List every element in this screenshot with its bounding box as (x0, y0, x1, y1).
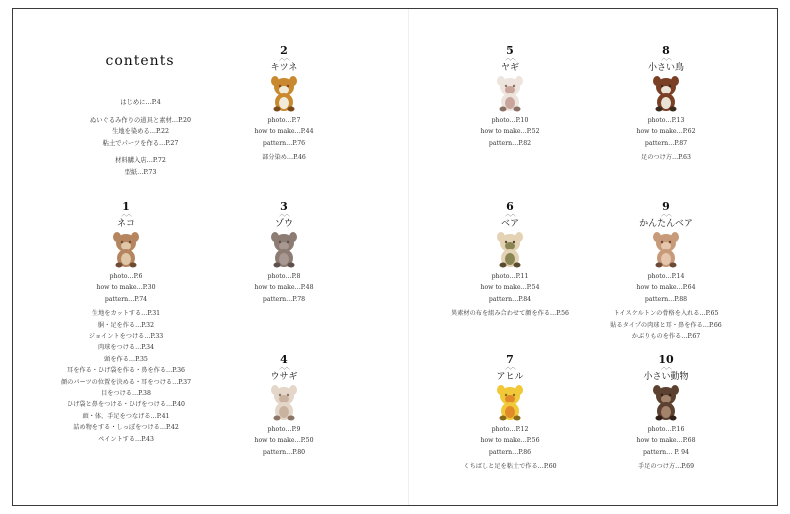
page-ref: pattern…P.78 (262, 295, 306, 303)
technique-ref: 目をつける…P.38 (101, 390, 151, 398)
wave-ornament: ︿︿ (120, 211, 131, 218)
page-ref: pattern…P.76 (262, 139, 306, 147)
technique-ref: 足のつけ方…P.63 (641, 154, 691, 162)
page-ref: photo…P.14 (647, 273, 685, 280)
page-ref: photo…P.7 (267, 117, 301, 124)
item-number: 5 (506, 44, 514, 57)
plush-photo (493, 232, 527, 268)
technique-ref: 頭を作る…P.35 (104, 355, 148, 363)
item-name: 小さい鳥 (647, 63, 684, 73)
item-name: かんたんベア (639, 219, 693, 229)
item-10-small-animal (591, 354, 741, 473)
item-3-elephant (209, 201, 359, 305)
contents-title: contents (105, 53, 175, 69)
item-number: 6 (506, 200, 514, 213)
page-refs (209, 424, 359, 458)
technique-ref: 胴・足を作る…P.32 (97, 321, 155, 329)
technique-ref: 詰め物をする・しっぽをつける…P.42 (73, 424, 179, 432)
page-ref: how to make…P.54 (480, 284, 540, 292)
intro-list (53, 97, 228, 178)
page-refs (209, 271, 359, 305)
technique-ref: ペイントする…P.43 (98, 435, 154, 443)
intro-entry: ぬいぐるみ作りの道具と素材…P.20 (89, 116, 192, 124)
intro-entry: 材料購入店…P.72 (115, 157, 166, 164)
intro-entry: はじめに…P.4 (120, 99, 161, 106)
technique-ref: 貼るタイプの肉球と耳・鼻を作る…P.66 (610, 321, 722, 329)
page-refs (51, 271, 201, 305)
item-number: 8 (662, 44, 670, 57)
technique-list (209, 152, 359, 163)
page-ref: photo…P.9 (267, 426, 301, 433)
item-7-duck (435, 354, 585, 473)
page-ref: pattern…P.84 (488, 295, 532, 303)
wave-ornament: ︿︿ (278, 364, 289, 371)
item-name: ヤギ (500, 63, 519, 73)
technique-ref: かぶりものを作る…P.67 (631, 333, 701, 341)
page-ref: photo…P.12 (491, 426, 529, 433)
item-5-goat (435, 45, 585, 149)
item-name: ゾウ (274, 219, 293, 229)
technique-list (591, 461, 741, 472)
page-ref: how to make…P.56 (480, 437, 540, 445)
page-ref: pattern…P.82 (488, 139, 532, 147)
item-1-cat (51, 201, 201, 445)
page-ref: photo…P.8 (267, 273, 301, 280)
plush-photo (267, 76, 301, 112)
wave-ornament: ︿︿ (278, 55, 289, 62)
wave-ornament: ︿︿ (504, 364, 515, 371)
technique-ref: 手足のつけ方…P.69 (637, 463, 695, 471)
plush-photo (109, 232, 143, 268)
page-ref: pattern…P.80 (262, 448, 306, 456)
item-name: ネコ (116, 219, 135, 229)
wave-ornament: ︿︿ (504, 211, 515, 218)
page-ref: how to make…P.52 (480, 128, 540, 136)
page-ref: how to make…P.62 (636, 128, 696, 136)
item-number: 1 (122, 200, 130, 213)
technique-ref: 部分染め…P.46 (262, 154, 306, 162)
page-ref: how to make…P.64 (636, 284, 696, 292)
item-name: ベア (500, 219, 519, 229)
plush-photo (493, 76, 527, 112)
page-ref: pattern…P.86 (488, 448, 532, 456)
page-refs (435, 115, 585, 149)
item-6-bear (435, 201, 585, 320)
page-refs (591, 271, 741, 305)
page-refs (435, 424, 585, 458)
plush-photo (649, 385, 683, 421)
item-4-rabbit (209, 354, 359, 458)
intro-entry: 生地を染める…P.22 (111, 128, 170, 135)
page-ref: how to make…P.48 (254, 284, 314, 292)
page-refs (591, 424, 741, 458)
item-name: アヒル (496, 372, 524, 382)
page-gutter (408, 9, 409, 505)
page-ref: pattern…P.74 (104, 295, 148, 303)
plush-photo (493, 385, 527, 421)
technique-ref: ジョイントをつける…P.33 (88, 333, 164, 341)
intro-entry: 型紙…P.73 (124, 168, 157, 176)
item-number: 9 (662, 200, 670, 213)
page-refs (435, 271, 585, 305)
technique-ref: 生地をカットする…P.31 (91, 310, 161, 318)
wave-ornament: ︿︿ (504, 55, 515, 62)
item-8-small-bird (591, 45, 741, 164)
page-ref: pattern… P. 94 (642, 448, 690, 456)
page-ref: how to make…P.30 (96, 284, 156, 292)
technique-ref: くちばしと足を粘土で作る…P.60 (463, 463, 557, 471)
technique-ref: ひげ袋と鼻をつける・ひげをつける…P.40 (67, 401, 185, 409)
technique-ref: 耳を作る・ひげ袋を作る・鼻を作る…P.36 (67, 367, 185, 375)
item-number: 3 (280, 200, 288, 213)
page-ref: pattern…P.88 (644, 295, 688, 303)
item-number: 10 (658, 353, 674, 366)
page-refs (591, 115, 741, 149)
technique-list (51, 308, 201, 445)
page-ref: pattern…P.87 (644, 139, 688, 147)
page-ref: how to make…P.50 (254, 437, 314, 445)
plush-photo (649, 76, 683, 112)
book-spread (12, 8, 778, 506)
item-number: 2 (280, 44, 288, 57)
item-name: ウサギ (270, 372, 298, 382)
item-number: 7 (506, 353, 514, 366)
page-ref: photo…P.10 (491, 117, 529, 124)
plush-photo (649, 232, 683, 268)
page-ref: photo…P.6 (109, 273, 143, 280)
technique-ref: 頭・体、手足をつなげる…P.41 (82, 412, 170, 420)
technique-ref: 肉球をつける…P.34 (97, 344, 155, 352)
item-name: キツネ (270, 63, 298, 73)
technique-list (435, 461, 585, 472)
wave-ornament: ︿︿ (660, 55, 671, 62)
wave-ornament: ︿︿ (278, 211, 289, 218)
technique-ref: トイスケルトンの骨格を入れる…P.65 (613, 310, 719, 318)
technique-ref: 異素材の布を組み合わせて顔を作る…P.56 (451, 310, 569, 318)
wave-ornament: ︿︿ (660, 364, 671, 371)
page-ref: how to make…P.44 (254, 128, 314, 136)
plush-photo (267, 232, 301, 268)
technique-list (591, 152, 741, 163)
wave-ornament: ︿︿ (660, 211, 671, 218)
item-2-fox (209, 45, 359, 164)
intro-entry: 粘土でパーツを作る…P.27 (102, 139, 179, 147)
plush-photo (267, 385, 301, 421)
page-ref: how to make…P.68 (636, 437, 696, 445)
technique-list (591, 308, 741, 342)
technique-list (435, 308, 585, 319)
page-refs (209, 115, 359, 149)
item-9-easy-bear (591, 201, 741, 342)
technique-ref: 顔のパーツの位置を決める・耳をつける…P.37 (60, 378, 192, 386)
page-ref: photo…P.13 (647, 117, 685, 124)
item-number: 4 (280, 353, 288, 366)
item-name: 小さい動物 (643, 372, 689, 382)
page-ref: photo…P.11 (491, 273, 529, 280)
page-ref: photo…P.16 (647, 426, 685, 433)
